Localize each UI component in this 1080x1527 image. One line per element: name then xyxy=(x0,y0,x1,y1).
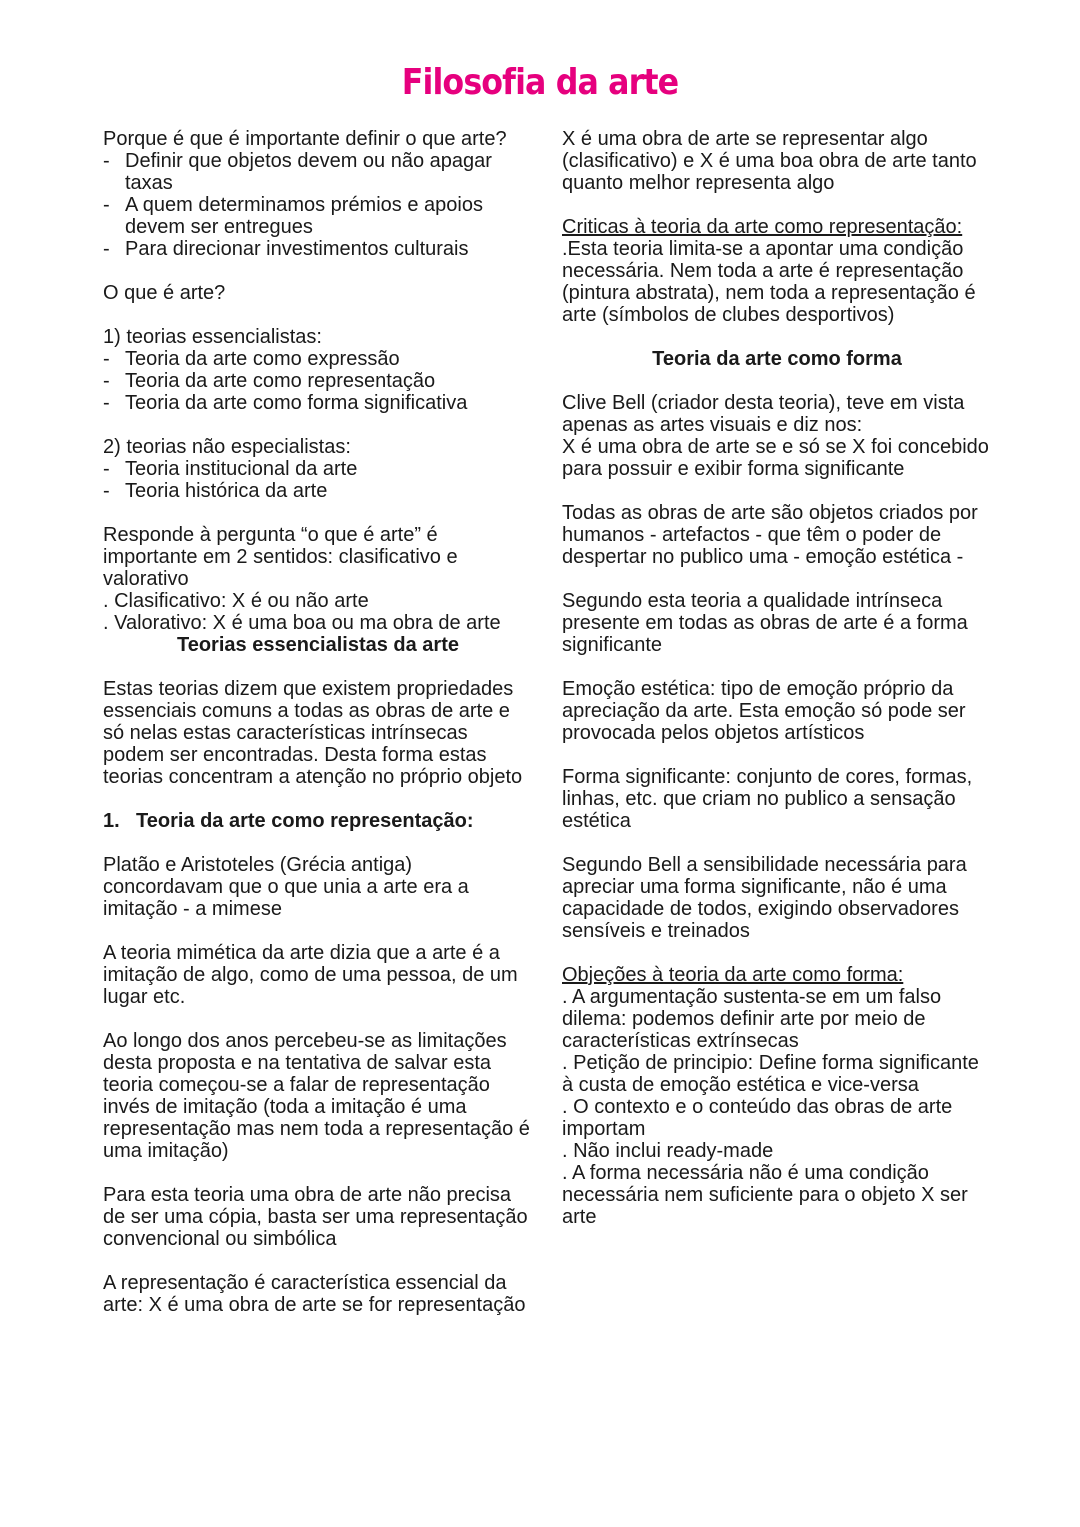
left-column xyxy=(103,128,533,1316)
objecao-item: . O contexto e o conteúdo das obras de arte importam xyxy=(562,1096,953,1140)
question-what-is-art: O que é arte? xyxy=(103,282,226,304)
para-esta-paragraph: Para esta teoria uma obra de arte não precisa de ser uma cópia, basta ser uma representação convencional ou simbólica xyxy=(103,1184,528,1250)
responde-paragraph: Responde à pergunta “o que é arte” é importante em 2 sentidos: clasificativo e valorativo xyxy=(103,524,458,590)
platao-paragraph: Platão e Aristoteles (Grécia antiga) concordavam que o que unia a arte era a imitação - a mimese xyxy=(103,854,469,920)
segundo-bell-paragraph: Segundo Bell a sensibilidade necessária para apreciar uma forma significante, não é uma capacidade de todos, exigindo observadores sensíveis e treinados xyxy=(562,854,967,942)
essentialist-paragraph: Estas teorias dizem que existem propriedades essenciais comuns a todas as obras de arte e só nelas estas características intrínsecas podem ser encontradas. Desta forma estas teorias concentram a atenção no próprio objeto xyxy=(103,678,523,788)
question-why-define: Porque é que é importante definir o que arte? xyxy=(103,128,507,150)
clive-paragraph: Clive Bell (criador desta teoria), teve em vista apenas as artes visuais e diz nos: xyxy=(562,392,965,436)
forma-significante-paragraph: Forma significante: conjunto de cores, formas, linhas, etc. que criam no publico a sensação estética xyxy=(562,766,973,832)
clive-definition: X é uma obra de arte se e só se X foi concebido para possuir e exibir forma significante xyxy=(562,436,989,480)
list-item: - Teoria histórica da arte xyxy=(103,480,328,502)
list-item: - Teoria da arte como forma significativa xyxy=(103,392,468,414)
essentialist-label: 1) teorias essencialistas: xyxy=(103,326,322,348)
representation-essential-paragraph: A representação é característica essencial da arte: X é uma obra de arte se for representação xyxy=(103,1272,526,1316)
right-column xyxy=(562,128,992,1228)
criticas-paragraph: .Esta teoria limita-se a apontar uma condição necessária. Nem toda a arte é representação (pintura abstrata), nem toda a representação é arte (símbolos de clubes desportivos) xyxy=(562,238,976,326)
list-item: - Teoria da arte como expressão xyxy=(103,348,400,370)
essentialist-heading: Teorias essencialistas da arte xyxy=(176,634,459,656)
objecao-item: . Petição de principio: Define forma significante à custa de emoção estética e vice-versa xyxy=(562,1052,979,1096)
clasificativo-line: . Clasificativo: X é ou não arte xyxy=(103,590,369,612)
objecoes-heading: Objeções à teoria da arte como forma: xyxy=(562,964,904,986)
representation-heading: 1. Teoria da arte como representação: xyxy=(103,810,474,832)
forma-heading: Teoria da arte como forma xyxy=(652,348,902,370)
page-title: Filosofia da arte xyxy=(401,62,679,103)
objecao-item: . A forma necessária não é uma condição necessária nem suficiente para o objeto X ser arte xyxy=(562,1162,968,1228)
objecao-item: . A argumentação sustenta-se em um falso dilema: podemos definir arte por meio de características extrínsecas xyxy=(562,986,942,1052)
mimetica-paragraph: A teoria mimética da arte dizia que a arte é a imitação de algo, como de uma pessoa, de um lugar etc. xyxy=(103,942,518,1008)
objecao-item: . Não inclui ready-made xyxy=(562,1140,774,1162)
criticas-heading: Criticas à teoria da arte como representação: xyxy=(562,216,963,238)
list-item: - Definir que objetos devem ou não apagar taxas xyxy=(103,150,492,194)
todas-paragraph: Todas as obras de arte são objetos criados por humanos - artefactos - que têm o poder de despertar no publico uma - emoção estética - xyxy=(562,502,978,568)
segundo-teoria-paragraph: Segundo esta teoria a qualidade intrínseca presente em todas as obras de arte é a forma significante xyxy=(562,590,968,656)
valorativo-line: . Valorativo: X é uma boa ou ma obra de arte xyxy=(103,612,501,634)
list-item: - A quem determinamos prémios e apoios devem ser entregues xyxy=(103,194,483,238)
list-item: - Para direcionar investimentos culturais xyxy=(103,238,469,260)
non-specialist-label: 2) teorias não especialistas: xyxy=(103,436,351,458)
emocao-paragraph: Emoção estética: tipo de emoção próprio da apreciação da arte. Esta emoção só pode ser provocada pelos objetos artísticos xyxy=(562,678,966,744)
list-item: - Teoria da arte como representação xyxy=(103,370,436,392)
x-obra-paragraph: X é uma obra de arte se representar algo (clasificativo) e X é uma boa obra de arte tanto quanto melhor representa algo xyxy=(562,128,977,194)
list-item: - Teoria institucional da arte xyxy=(103,458,358,480)
longo-paragraph: Ao longo dos anos percebeu-se as limitações desta proposta e na tentativa de salvar esta teoria começou-se a falar de representação invés de imitação (toda a imitação é uma representação mas nem toda a representação é uma imitação) xyxy=(103,1030,530,1162)
